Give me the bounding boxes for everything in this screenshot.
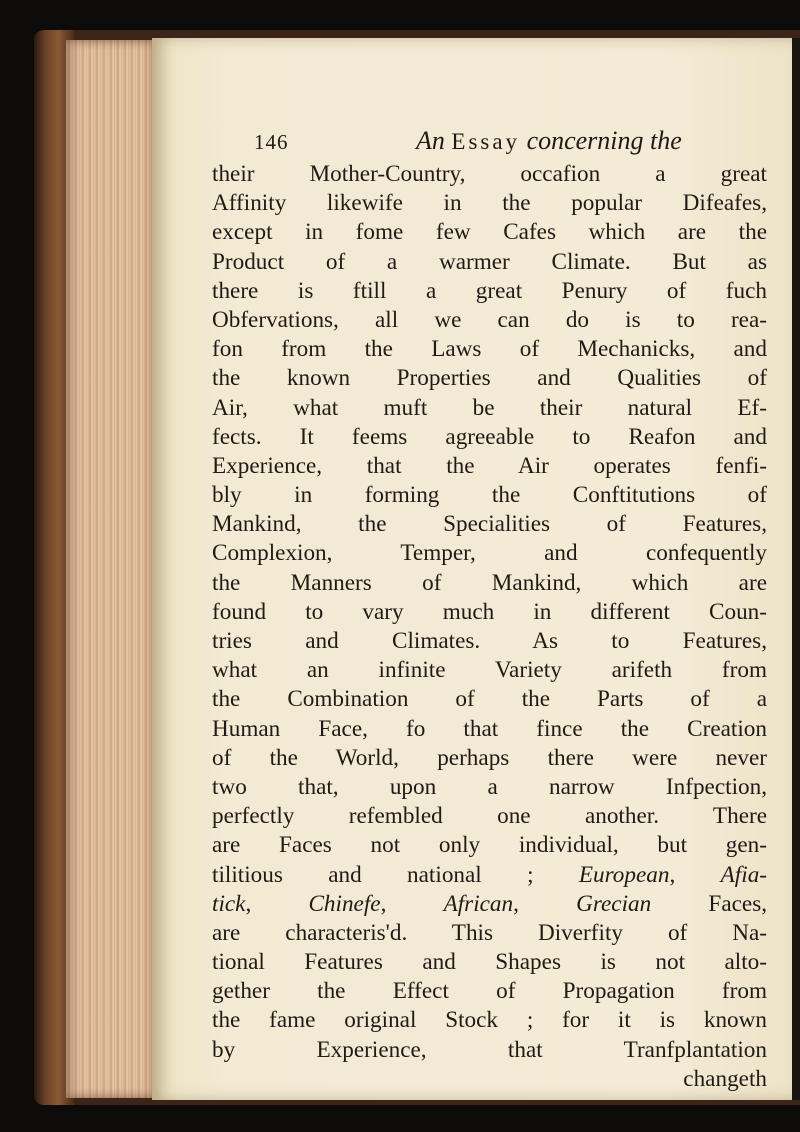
text-line [212,1036,767,1065]
page-number: 146 [254,130,289,154]
text-line [212,948,767,977]
text-run: the Manners of Mankind, which are [212,569,767,596]
text-run: by Experience, that Tranfplantation [212,1036,767,1063]
text-run: Product of a warmer Climate. But as [212,248,767,275]
text-line [212,919,767,948]
text-line [212,218,767,247]
running-header [200,126,760,162]
title-suffix: concerning the [526,126,682,155]
text-line [212,394,767,423]
text-run: tional Features and Shapes is not alto- [212,949,767,976]
text-line [212,481,767,510]
text-line [212,802,767,831]
text-run: are characteris'd. This Diverfity of Na- [212,919,767,946]
text-line [212,656,767,685]
text-line [212,627,767,656]
text-line [212,598,767,627]
text-line [212,306,767,335]
title-prefix: An [416,126,445,155]
text-line [212,189,767,218]
text-run: Experience, that the Air operates fenfi- [212,452,767,479]
text-line [212,715,767,744]
text-run: are Faces not only individual, but gen- [212,832,767,859]
text-line [212,569,767,598]
text-run: Air, what muft be their natural Ef- [212,394,767,421]
text-line [212,744,767,773]
text-run: , [669,861,676,888]
body-text [212,160,767,1094]
text-run: their Mother-Country, occafion a great [212,161,767,187]
text-run: Obfervations, all we can do is to rea- [212,306,767,333]
text-line [212,890,767,919]
text-line [212,861,767,890]
text-run: , [380,890,387,917]
text-line [212,1006,767,1035]
text-run: Complexion, Temper, and confequently [212,540,767,567]
text-run: gether the Effect of Propagation from [212,978,767,1005]
text-run: , [245,890,252,917]
text-run: Human Face, fo that fince the Creation [212,715,767,742]
text-run: tries and Climates. As to Features, [212,628,767,654]
text-run-italic: Afia- [720,861,768,888]
text-run: two that, upon a narrow Infpection, [212,773,767,800]
text-line [212,685,767,714]
running-title [416,126,682,156]
text-run: Faces, [708,890,768,917]
text-line [212,539,767,568]
text-run-italic: tick [212,890,246,917]
text-line [212,423,767,452]
text-line [212,452,767,481]
text-run: , [513,890,519,917]
text-run: except in fome few Cafes which are the [212,219,767,246]
page-fore-edge [66,40,158,1098]
text-run: fects. It feems agreeable to Reafon and [212,423,767,450]
page-right-rim [792,38,800,1100]
text-line [212,160,767,189]
text-run: of the World, perhaps there were never [212,744,767,771]
text-run: tilitious and national ; [212,861,534,888]
text-run: perfectly refembled one another. There [212,803,767,830]
text-run-italic: African [443,890,514,917]
text-run: the fame original Stock ; for it is known [212,1007,767,1034]
text-run: Mankind, the Specialities of Features, [212,511,767,538]
text-run: what an infinite Variety arifeth from [212,657,767,684]
text-line [212,248,767,277]
text-run: bly in forming the Conftitutions of [212,482,767,509]
text-line [212,831,767,860]
text-run: the known Properties and Qualities of [212,365,767,392]
text-run: Affinity likewife in the popular Difeafes, [212,190,767,217]
text-run-italic: Chinefe [308,890,381,917]
title-caps: Essay [451,129,521,154]
text-line [212,335,767,364]
text-run: fon from the Laws of Mechanicks, and [212,336,767,363]
text-run: found to vary much in different Coun- [212,598,767,625]
text-line [212,977,767,1006]
text-run-italic: European [578,861,670,888]
text-line [212,364,767,393]
text-line [212,277,767,306]
text-line [212,773,767,802]
text-run-italic: Grecian [576,890,652,917]
text-run: there is ftill a great Penury of fuch [212,277,767,304]
text-run: the Combination of the Parts of a [212,686,767,713]
catchword [212,1065,767,1094]
text-run: changeth [683,1065,767,1092]
text-line [212,510,767,539]
